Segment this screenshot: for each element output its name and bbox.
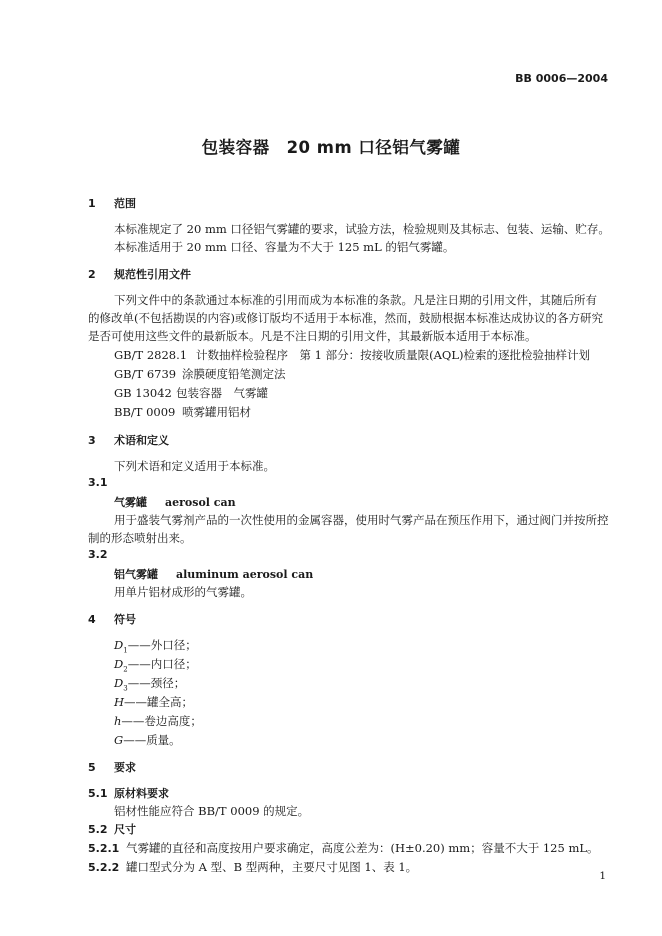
- clause-number: 5.2.1: [88, 842, 120, 855]
- paragraph: 本标准适用于 20 mm 口径、容量为不大于 125 mL 的铝气雾罐。: [114, 240, 455, 254]
- symbol-item: [114, 732, 181, 748]
- section-title: 规范性引用文件: [114, 268, 191, 281]
- subsection-number: 3.2: [88, 548, 108, 561]
- symbol-subscript: 3: [123, 684, 128, 693]
- section-2-heading: [88, 266, 191, 282]
- reference-code: GB/T 2828.1: [114, 348, 188, 362]
- section-number: 1: [88, 197, 96, 210]
- definition: 用单片铝材成形的气雾罐。: [114, 585, 252, 599]
- section-number: 4: [88, 613, 96, 626]
- symbol-subscript: 2: [123, 665, 128, 674]
- symbol: D: [114, 676, 124, 690]
- reference-item: [114, 366, 286, 382]
- term-en: aerosol can: [165, 496, 236, 509]
- symbol-description: ——内口径；: [127, 657, 197, 671]
- symbol: D: [114, 657, 124, 671]
- reference-item: [114, 347, 590, 363]
- clause-5-2-2: [88, 859, 417, 875]
- reference-code: BB/T 0009: [114, 405, 176, 419]
- section-number: 3: [88, 434, 96, 447]
- symbol-description: ——卷边高度；: [121, 714, 202, 728]
- symbol-item: [114, 713, 202, 729]
- definition-line: 制的形态喷射出来。: [88, 531, 192, 545]
- paragraph: 本标准规定了 20 mm 口径铝气雾罐的要求，试验方法，检验规则及其标志、包装、运输、贮存。: [114, 222, 610, 236]
- symbol-item: [114, 694, 193, 710]
- reference-code: GB/T 6739: [114, 367, 177, 381]
- clause-text: 罐口型式分为 A 型、B 型两种，主要尺寸见图 1、表 1。: [126, 860, 418, 874]
- paragraph-line: 的修改单(不包括勘误的内容)或修订版均不适用于本标准，然而，鼓励根据本标准达成协议的各方研究: [88, 311, 603, 325]
- subsection-5-1-heading: [88, 785, 169, 801]
- subsection-5-2-heading: [88, 821, 136, 837]
- section-number: 5: [88, 761, 96, 774]
- subsection-number: 3.1: [88, 476, 108, 489]
- symbol-item: [114, 675, 185, 692]
- term-zh: 铝气雾罐: [114, 568, 158, 581]
- subsection-title: 原材料要求: [114, 787, 169, 800]
- symbol-item: [114, 637, 197, 654]
- term-entry: [114, 494, 236, 510]
- reference-title: 喷雾罐用铝材: [182, 405, 251, 419]
- section-4-heading: [88, 611, 136, 627]
- reference-title: 包装容器 气雾罐: [176, 386, 268, 400]
- section-3-heading: [88, 432, 169, 448]
- symbol-description: ——罐全高；: [124, 695, 194, 709]
- subsection-number: 5.1: [88, 787, 108, 800]
- section-title: 要求: [114, 761, 136, 774]
- section-number: 2: [88, 268, 96, 281]
- page-number: 1: [599, 870, 606, 882]
- symbol-item: [114, 656, 197, 673]
- subsection-title: 尺寸: [114, 823, 136, 836]
- reference-item: [114, 404, 251, 420]
- symbol: h: [114, 714, 122, 728]
- paragraph: 铝材性能应符合 BB/T 0009 的规定。: [114, 804, 310, 818]
- symbol-description: ——质量。: [123, 733, 181, 747]
- reference-code: GB 13042: [114, 386, 172, 400]
- symbol-description: ——颈径；: [127, 676, 186, 690]
- section-title: 符号: [114, 613, 136, 626]
- section-title: 术语和定义: [114, 434, 169, 447]
- section-5-heading: [88, 759, 136, 775]
- symbol: G: [114, 733, 124, 747]
- symbol-subscript: 1: [123, 646, 128, 655]
- paragraph: 下列术语和定义适用于本标准。: [114, 459, 275, 473]
- section-1-heading: [88, 195, 136, 211]
- reference-title: 计数抽样检验程序 第 1 部分：按接收质量限(AQL)检索的逐批检验抽样计划: [196, 348, 590, 362]
- term-zh: 气雾罐: [114, 496, 147, 509]
- reference-title: 涂膜硬度铅笔测定法: [182, 367, 286, 381]
- term-entry: [114, 566, 313, 582]
- symbol-description: ——外口径；: [127, 638, 197, 652]
- term-en: aluminum aerosol can: [176, 568, 314, 581]
- paragraph-line: 是否可使用这些文件的最新版本。凡是不注日期的引用文件，其最新版本适用于本标准。: [88, 329, 537, 343]
- page-title: 包装容器 20 mm 口径铝气雾罐: [201, 138, 461, 157]
- subsection-number: 5.2: [88, 823, 108, 836]
- reference-item: [114, 385, 268, 401]
- clause-number: 5.2.2: [88, 861, 120, 874]
- paragraph-line: 下列文件中的条款通过本标准的引用而成为本标准的条款。凡是注日期的引用文件，其随后所有: [114, 293, 597, 307]
- definition-line: 用于盛装气雾剂产品的一次性使用的金属容器，使用时气雾产品在预压作用下，通过阀门并按所控: [114, 513, 609, 527]
- section-title: 范围: [114, 197, 136, 210]
- symbol: H: [114, 695, 125, 709]
- clause-text: 气雾罐的直径和高度按用户要求确定，高度公差为：(H±0.20) mm；容量不大于 125 mL。: [126, 841, 599, 855]
- document-number: BB 0006—2004: [515, 72, 608, 85]
- symbol: D: [114, 638, 124, 652]
- clause-5-2-1: [88, 840, 599, 856]
